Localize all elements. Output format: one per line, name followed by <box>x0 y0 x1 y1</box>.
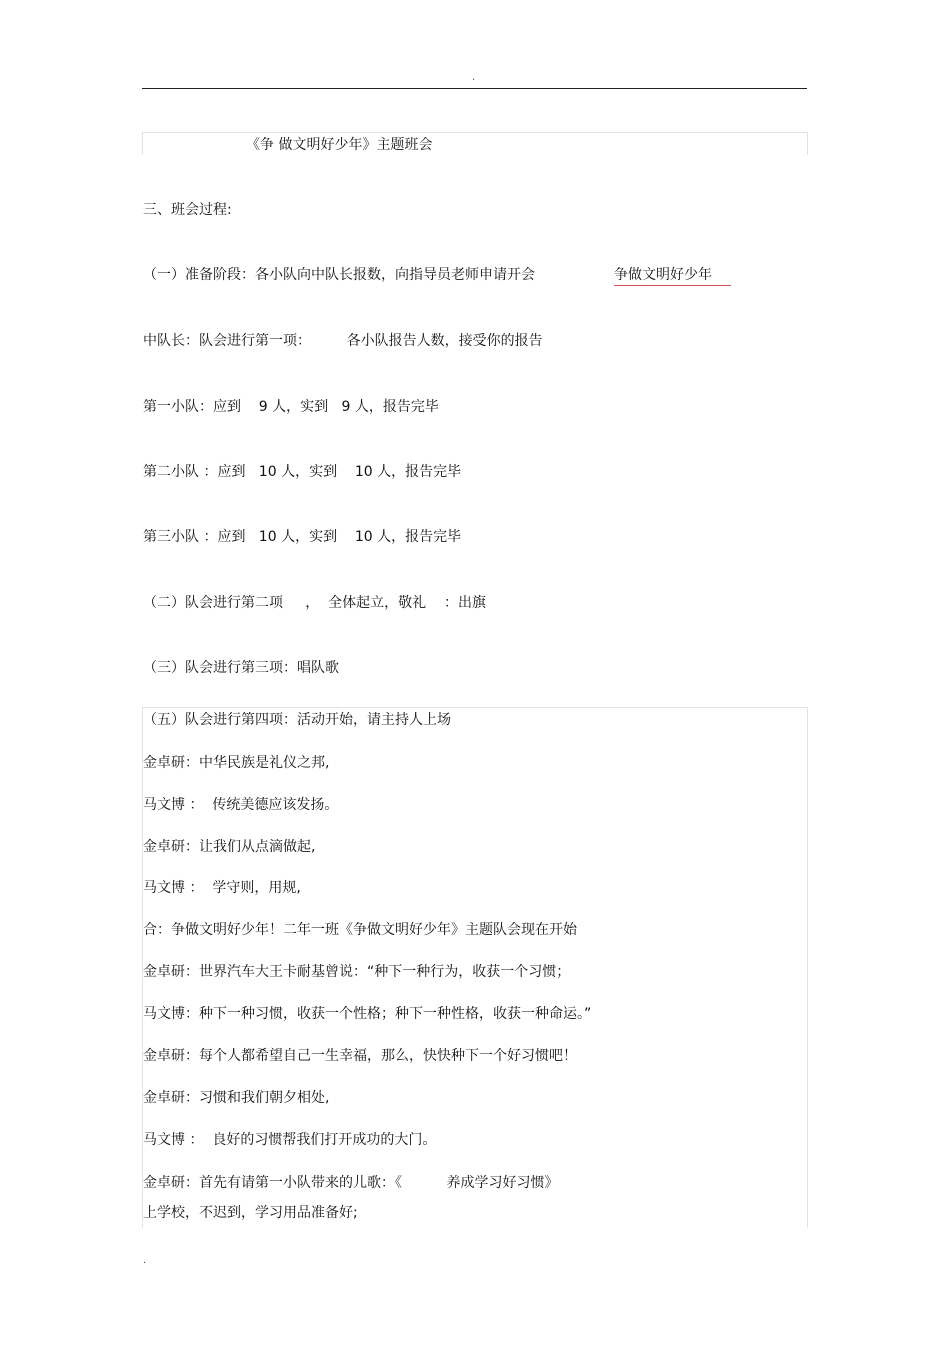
dialogue-line: 金卓研：首先有请第一小队带来的儿歌：《 养成学习好习惯》 <box>143 1175 559 1191</box>
dialogue-line: 金卓研：世界汽车大王卡耐基曾说：“种下一种行为，收获一个习惯； <box>143 964 571 980</box>
text-line: 第一小队：应到 9 人，实到 9 人，报告完毕 <box>143 399 439 415</box>
text-line: （二）队会进行第二项 ， 全体起立，敬礼 ：出旗 <box>143 595 486 611</box>
dialogue-line: 金卓研：中华民族是礼仪之邦, <box>143 755 330 771</box>
text-line: 第二小队 ：应到 10 人，实到 10 人，报告完毕 <box>143 464 462 480</box>
prep-stage-line: （一）准备阶段：各小队向中队长报数，向指导员老师申请开会 <box>143 267 535 283</box>
title-box <box>142 132 808 155</box>
dialogue-line: 金卓研：让我们从点滴做起, <box>143 839 316 855</box>
red-underline <box>614 285 731 286</box>
dialogue-line: 合：争做文明好少年！二年一班《争做文明好少年》主题队会现在开始 <box>143 922 577 938</box>
dialogue-line: 金卓研：每个人都希望自己一生幸福，那么，快快种下一个好习惯吧！ <box>143 1048 577 1064</box>
text-line: 第三小队 ：应到 10 人，实到 10 人，报告完毕 <box>143 529 462 545</box>
underlined-theme-text: 争做文明好少年 <box>614 267 712 283</box>
dialogue-line: 金卓研：习惯和我们朝夕相处, <box>143 1090 330 1106</box>
dialogue-line: 马文博 ： 传统美德应该发扬。 <box>143 797 339 813</box>
dialogue-line: 上学校，不迟到，学习用品准备好; <box>143 1205 358 1221</box>
section-heading: 三、班会过程: <box>143 202 232 218</box>
text-line: （三）队会进行第三项：唱队歌 <box>143 660 339 676</box>
header-rule <box>142 88 807 89</box>
dialogue-line: （五）队会进行第四项：活动开始，请主持人上场 <box>143 712 451 728</box>
header-dot: . <box>472 72 476 83</box>
dialogue-line: 马文博 ： 学守则，用规, <box>143 880 301 896</box>
dialogue-line: 马文博 ： 良好的习惯帮我们打开成功的大门。 <box>143 1132 437 1148</box>
dialogue-line: 马文博：种下一种习惯，收获一个性格；种下一种性格，收获一种命运。” <box>143 1006 592 1022</box>
text-line: 中队长：队会进行第一项： 各小队报告人数，接受你的报告 <box>143 333 543 349</box>
document-title: 《争 做文明好少年》主题班会 <box>246 137 433 153</box>
footer-dot: . <box>143 1255 147 1266</box>
